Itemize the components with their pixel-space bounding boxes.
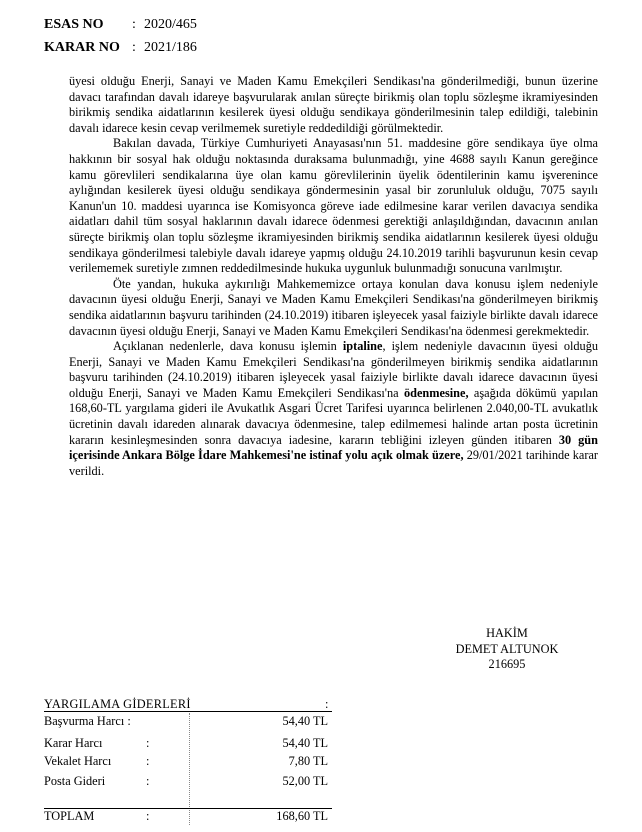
karar-no-line [44,40,197,56]
verdict-text-a: Açıklanan nedenlerle, dava konusu işlemin [113,339,343,354]
costs-title: YARGILAMA GİDERLERİ [44,697,191,711]
verdict-appeal-notice: 30 gün içerisinde Ankara Bölge İdare Mahkemesi'ne istinaf yolu açık olmak üzere, [69,432,598,463]
costs-top-rule [44,711,332,712]
karar-no-label: KARAR NO [44,40,120,55]
cost-name: Karar Harcı [44,736,103,750]
cost-total-colon: : [146,809,150,823]
cost-colon: : [146,736,150,750]
paragraph-2: Bakılan davada, Türkiye Cumhuriyeti Anayasası'nın 51. maddesine göre sendikaya üye olma hakkının bir sosyal hak olduğu noktasında duraksama bulunmadığı, yine 4688 sayılı Kanun gereğince kamu görevlileri sendikalarına üye olan kamu görevlilerinin üyelik ödentilerinin kamu işverenince aylığından kesilerek üyesi olduğu sendikaya göndermesinin yasal bir zorunluluk olduğu, 7075 sayılı Kanun'un 10. maddesi uyarınca ise Komisyonca göreve iade edilmesine karar verilen davacıya sendika aidatları dahil tüm sosyal haklarının davalı idarece ödenmesi gerektiği anlaşıldığından, davacının anılan süreçte birikmiş olan toplu sözleşme ikramiyesinden birikmiş sendika aidatlarının kesilerek üyesi olduğu sendikaya gönderilmesi talebiyle davalı idareye yapmış olduğu 24.10.2019 tarihli başvurunun kesin cevap verilememek suretiyle zımnen reddedilmesinde hukuka uygunluk bulunmadığı sonucuna varılmıştır. [69,136,598,276]
judge-name: DEMET ALTUNOK [455,641,559,656]
esas-no-value: 2020/465 [144,17,197,32]
paragraph-4-verdict [69,339,598,479]
costs-table [44,697,334,823]
cost-amount: 54,40 TL [282,714,328,728]
verdict-text-g: 29/01/2021 tarihinde karar verildi. [69,448,598,478]
judge-number: 216695 [488,657,526,672]
cost-row [44,774,334,790]
cost-amount: 54,40 TL [282,736,328,750]
cost-row [44,736,334,752]
verdict-iptal: iptaline [342,339,383,354]
karar-no-value: 2021/186 [144,40,197,55]
verdict-text-e: aşağıda dökümü yapılan 168,60-TL yargılama gideri ile Avukatlık Asgari Ücret Tarifesi uyarınca belirlenen 2.040,00-TL avukatlık ücretinin davalı idareden alınarak davacıya ödenmesine, talep edilmemesi halinde artan posta ücretinin kararın kesinleşmesinden sonra davacıya iadesine, kararın tebliğini izleyen günden itibaren [69,385,598,447]
judge-signature-block [437,626,577,673]
cost-total-amount: 168,60 TL [276,809,328,823]
cost-row [44,754,334,770]
judge-title: HAKİM [486,626,528,640]
esas-no-colon: : [132,17,136,32]
verdict-text-c: , işlem nedeniyle davacının üyesi olduğu Enerji, Sanayi ve Maden Kamu Emekçileri Sendikası'na gönderilmeyen birikmiş sendika aidatlarının başvuru tarihinden (24.10.2019) itibaren işleyecek yasal faiziyle birlikte davalı idarece davacının üyesi olduğu Enerji, Sanayi ve Maden Kamu Emekçileri Sendikası'na [69,339,598,400]
cost-name: Posta Gideri [44,774,106,788]
paragraph-1: üyesi olduğu Enerji, Sanayi ve Maden Kamu Emekçileri Sendikası'na gönderilmediği, bunun üzerine davacı tarafından davalı idareye başvurularak anılan süreçte birikmiş olan toplu sözleşme ikramiyesinden birikmiş sendika aidatlarının kesilerek üyesi olduğu sendikaya gönderilmesinin talep edildiği, talebinin davalı idarece kesin cevap verilmemek suretiyle reddedildiği görülmektedir. [69,74,598,135]
karar-no-colon: : [132,40,136,55]
cost-name: Vekalet Harcı [44,754,112,768]
decision-body [69,74,598,479]
cost-amount: 52,00 TL [282,774,328,788]
cost-total-label: TOPLAM [44,809,95,823]
esas-no-line [44,17,197,33]
cost-colon: : [146,774,150,788]
cost-colon: : [146,754,150,768]
cost-row [44,714,334,730]
verdict-odenmesine: ödenmesine, [403,385,469,400]
cost-amount: 7,80 TL [288,754,328,768]
paragraph-3: Öte yandan, hukuka aykırılığı Mahkememizce ortaya konulan dava konusu işlem nedeniyle davacının üyesi olduğu Enerji, Sanayi ve Maden Kamu Emekçileri Sendikası'na gönderilmeyen birikmiş sendika aidatlarının başvuru tarihinden (24.10.2019) itibaren işleyecek yasal faiziyle birlikte davalı idarece davacının üyesi olduğu Enerji, Sanayi ve Maden Kamu Emekçileri Sendikası'na ödenmesi gerekmektedir. [69,276,598,338]
cost-name: Başvurma Harcı : [44,714,131,728]
esas-no-label: ESAS NO [44,17,104,32]
cost-total-row [44,809,334,825]
costs-title-colon: : [325,697,329,711]
